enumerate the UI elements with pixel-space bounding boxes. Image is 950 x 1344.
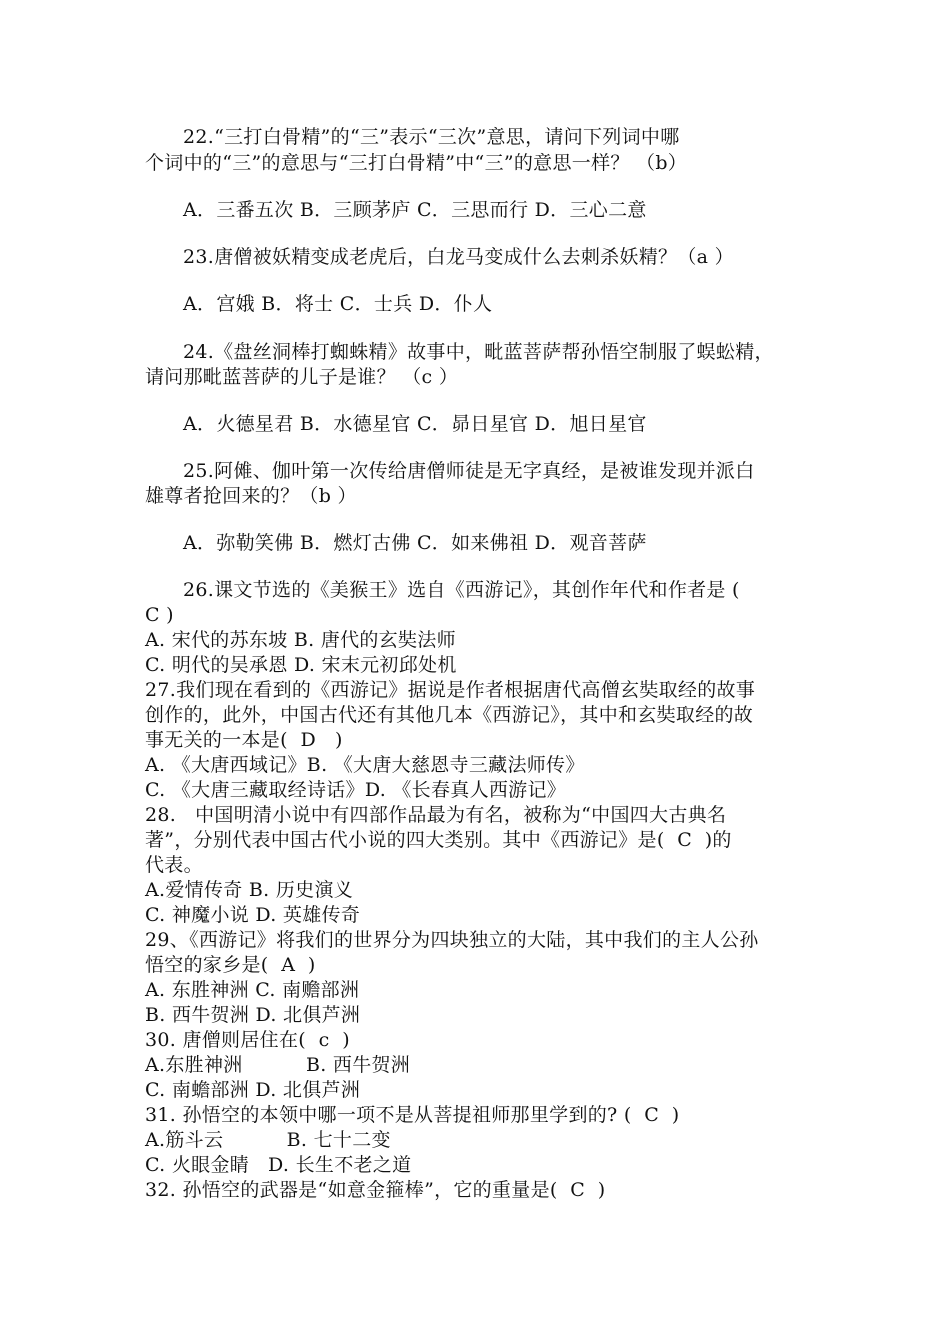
q28-line-3: 代表。	[145, 854, 203, 876]
q24-options: A．火德星君 B．水德星官 C．昴日星官 D．旭日星官	[183, 413, 647, 435]
q28-line-2: 著”，分别代表中国古代小说的四大类别。其中《西游记》是( C )的	[145, 829, 732, 851]
q28-line-1: 28. 中国明清小说中有四部作品最为有名，被称为“中国四大古典名	[145, 804, 727, 826]
q26-line-1: 26.课文节选的《美猴王》选自《西游记》，其创作年代和作者是 (	[183, 579, 740, 601]
q24-line-1: 24.《盘丝洞棒打蜘蛛精》故事中，毗蓝菩萨帮孙悟空制服了蜈蚣精，	[183, 341, 774, 363]
q31-options-cd: C. 火眼金睛 D. 长生不老之道	[145, 1154, 412, 1176]
q26-options-ab: A. 宋代的苏东坡 B. 唐代的玄奘法师	[145, 629, 456, 651]
q28-options-cd: C. 神魔小说 D. 英雄传奇	[145, 904, 361, 926]
q22-options: A．三番五次 B．三顾茅庐 C．三思而行 D．三心二意	[183, 199, 647, 221]
q31-options-ab: A.筋斗云 B. 七十二变	[145, 1129, 391, 1151]
q31-line-1: 31. 孙悟空的本领中哪一项不是从菩提祖师那里学到的? ( C )	[145, 1104, 680, 1126]
q28-options-ab: A.爱情传奇 B. 历史演义	[145, 879, 354, 901]
q32-line-1: 32. 孙悟空的武器是“如意金箍棒”，它的重量是( C )	[145, 1179, 606, 1201]
q24-line-2: 请问那毗蓝菩萨的儿子是谁？ （c ）	[145, 366, 459, 388]
q23-options: A．宫娥 B．将士 C．士兵 D．仆人	[183, 293, 493, 315]
q27-options-cd: C. 《大唐三藏取经诗话》D. 《长春真人西游记》	[145, 779, 567, 801]
q30-options-ab: A.东胜神洲 B. 西牛贺洲	[145, 1054, 411, 1076]
q29-options-ac: A. 东胜神洲 C. 南赡部洲	[145, 979, 360, 1001]
q25-line-1: 25.阿傩、伽叶第一次传给唐僧师徒是无字真经，是被谁发现并派白	[183, 460, 755, 482]
q30-line-1: 30. 唐僧则居住在( c )	[145, 1029, 350, 1051]
q22-line-2: 个词中的“三”的意思与“三打白骨精”中“三”的意思一样？ （b）	[145, 152, 688, 174]
q25-line-2: 雄尊者抢回来的？（b ）	[145, 485, 357, 507]
q29-options-bd: B. 西牛贺洲 D. 北俱芦洲	[145, 1004, 361, 1026]
q29-line-2: 悟空的家乡是( A )	[145, 954, 316, 976]
q29-line-1: 29、《西游记》将我们的世界分为四块独立的大陆，其中我们的主人公孙	[145, 929, 759, 951]
q22-line-1: 22.“三打白骨精”的“三”表示“三次”意思，请问下列词中哪	[183, 126, 680, 148]
q30-options-cd: C. 南蟾部洲 D. 北俱芦洲	[145, 1079, 361, 1101]
q25-options: A．弥勒笑佛 B．燃灯古佛 C．如来佛祖 D．观音菩萨	[183, 532, 647, 554]
q23-line-1: 23.唐僧被妖精变成老虎后，白龙马变成什么去刺杀妖精？（a ）	[183, 246, 734, 268]
q27-options-ab: A. 《大唐西域记》B. 《大唐大慈恩寺三藏法师传》	[145, 754, 585, 776]
q27-line-2: 创作的，此外，中国古代还有其他几本《西游记》，其中和玄奘取经的故	[145, 704, 754, 726]
q26-line-2: C )	[145, 604, 174, 626]
q26-options-cd: C. 明代的吴承恩 D. 宋末元初邱处机	[145, 654, 457, 676]
q27-line-1: 27.我们现在看到的《西游记》据说是作者根据唐代高僧玄奘取经的故事	[145, 679, 756, 701]
q27-line-3: 事无关的一本是( D )	[145, 729, 343, 751]
